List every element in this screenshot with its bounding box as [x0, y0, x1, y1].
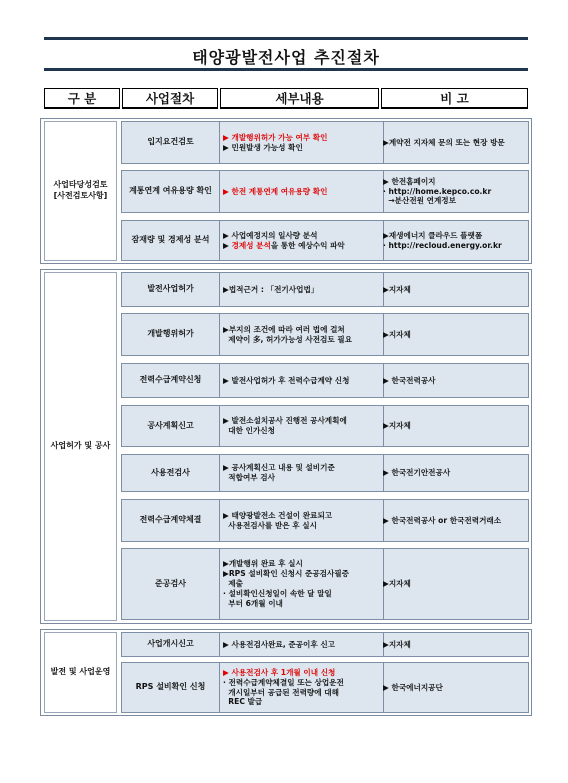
detail-cell: [220, 221, 384, 260]
header-notes: 비 고: [381, 88, 528, 109]
row-development-permit: [121, 313, 529, 356]
note-cell: [381, 314, 528, 355]
detail-cell: [220, 633, 384, 656]
detail-line: · 설비확인신청일이 속한 달 말일: [223, 588, 332, 598]
detail-line: · 전력수급계약체결일 또는 상업운전: [223, 677, 344, 687]
note-line: ▶지자체: [383, 579, 411, 589]
detail-line: ▶ 공사계획신고 내용 및 설비기준: [223, 463, 335, 473]
row-business-start-report: [121, 632, 529, 657]
note-cell: [381, 122, 528, 163]
detail-cell: [220, 171, 384, 212]
row-generation-license: [121, 272, 529, 307]
row-construction-plan: [121, 405, 529, 447]
detail-line: ▶ 태양광발전소 건설이 완료되고: [223, 510, 333, 520]
detail-line: 사용전검사를 받은 후 실시: [223, 520, 317, 530]
note-cell: [381, 633, 528, 656]
group-label-line: 사업허가 및 공사: [50, 441, 111, 451]
group-label-line: 사업타당성검토: [53, 180, 108, 190]
detail-line: 대한 인가신청: [223, 426, 275, 435]
detail-line: 개시일부터 공급된 전력량에 대해: [223, 687, 339, 697]
step-label: RPS 설비확인 신청: [122, 663, 220, 712]
note-line: ▶ 한국전력공사 or 한국전력거래소: [383, 515, 502, 525]
detail-cell: [220, 314, 384, 355]
step-label: 개발행위허가: [122, 314, 220, 355]
step-label: 전력수급계약체결: [122, 500, 220, 541]
group-label-line: 발전 및 사업운영: [50, 667, 111, 677]
detail-line: ▶ 경제성 분석을 통한 예상수익 파악: [223, 240, 345, 250]
detail-cell: [220, 273, 384, 306]
note-line: ▶계약전 지자체 문의 또는 현장 방문: [383, 137, 505, 147]
detail-line: ▶ 사업예정지의 일사량 분석: [223, 230, 318, 240]
group-label-operation: [44, 632, 117, 713]
row-grid-capacity: [121, 170, 529, 213]
step-label: 전력수급계약신청: [122, 364, 220, 397]
detail-line: ▶ 발전소설치공사 진행전 공사계획에: [223, 416, 347, 426]
step-label: 사업개시신고: [122, 633, 220, 656]
detail-cell: [220, 406, 384, 446]
note-line: ▶지자체: [383, 421, 411, 431]
note-cell: [381, 171, 528, 212]
detail-cell: [220, 455, 384, 491]
step-label: 공사계획신고: [122, 406, 220, 446]
step-label: 준공검사: [122, 549, 220, 619]
detail-line: ▶ 발전사업허가 후 전력수급계약 신청: [223, 375, 350, 385]
note-cell: [381, 406, 528, 446]
title-top-rule: [44, 37, 528, 40]
step-label: 입지요건검토: [122, 122, 220, 163]
detail-line: ▶ 한전 계통연계 여유용량 확인: [223, 186, 328, 196]
detail-line: ▶ 개발행위허가 가능 여부 확인: [223, 132, 328, 142]
group-label-feasibility: [44, 121, 117, 261]
header-procedure: 사업절차: [122, 88, 218, 109]
note-line: ▶지자체: [383, 329, 411, 339]
detail-cell: [220, 663, 384, 712]
note-cell: [381, 549, 528, 619]
detail-line: 적합여부 검사: [223, 473, 275, 482]
row-site-review: [121, 121, 529, 164]
row-rps-facility-confirmation: [121, 662, 529, 713]
document-title: 태양광발전사업 추진절차: [192, 48, 380, 67]
detail-line: ▶부지의 조건에 따라 여러 법에 걸쳐: [223, 324, 345, 334]
note-cell: [381, 364, 528, 397]
note-cell: [381, 455, 528, 491]
title-bottom-rule: [44, 68, 528, 71]
note-line: →분산전원 연계정보: [383, 196, 456, 206]
note-cell: [381, 500, 528, 541]
detail-line: ▶RPS 설비확인 신청시 준공검사필증: [223, 569, 350, 579]
group-label-permits: [44, 272, 117, 621]
note-link: · http://home.kepco.co.kr: [383, 186, 492, 196]
row-pre-use-inspection: [121, 454, 529, 492]
note-cell: [381, 663, 528, 712]
row-power-supply-application: [121, 363, 529, 398]
detail-line: ▶ 민원발생 가능성 확인: [223, 142, 303, 152]
row-completion-inspection: [121, 548, 529, 620]
detail-line: ▶법적근거 : 「전기사업법」: [223, 284, 319, 294]
note-cell: [381, 273, 528, 306]
note-line: ▶ 한국전기안전공사: [383, 468, 451, 478]
note-line: ▶ 한국에너지공단: [383, 682, 443, 692]
detail-line: 부터 6개월 이내: [223, 598, 283, 608]
header-details: 세부내용: [220, 88, 379, 109]
group-label-line: [사전검토사항]: [53, 191, 108, 200]
detail-line: ▶ 사용전검사완료, 준공이후 신고: [223, 639, 336, 649]
step-label: 잠재량 및 경제성 분석: [122, 221, 220, 260]
header-category: 구 분: [44, 88, 120, 109]
note-link: · http://recloud.energy.or.kr: [383, 240, 502, 250]
note-cell: [381, 221, 528, 260]
note-line: ▶재생에너지 클라우드 플랫폼: [383, 230, 483, 240]
detail-line: REC 발급: [223, 697, 263, 707]
detail-line: 제출: [223, 579, 243, 589]
note-line: ▶지자체: [383, 639, 411, 649]
detail-cell: [220, 549, 384, 619]
detail-line: ▶개발행위 완료 후 실시: [223, 559, 303, 569]
row-power-supply-contract: [121, 499, 529, 542]
detail-line: ▶ 사용전검사 후 1개월 이내 신청: [223, 667, 336, 677]
note-line: ▶지자체: [383, 284, 411, 294]
detail-cell: [220, 500, 384, 541]
step-label: 사용전검사: [122, 455, 220, 491]
step-label: 계통연계 여유용량 확인: [122, 171, 220, 212]
note-line: ▶ 한전홈페이지: [383, 176, 436, 186]
detail-cell: [220, 364, 384, 397]
note-line: ▶ 한국전력공사: [383, 375, 436, 385]
detail-cell: [220, 122, 384, 163]
step-label: 발전사업허가: [122, 273, 220, 306]
detail-line: 제약이 多, 허가가능성 사전검토 필요: [223, 334, 353, 344]
row-economic-analysis: [121, 220, 529, 261]
